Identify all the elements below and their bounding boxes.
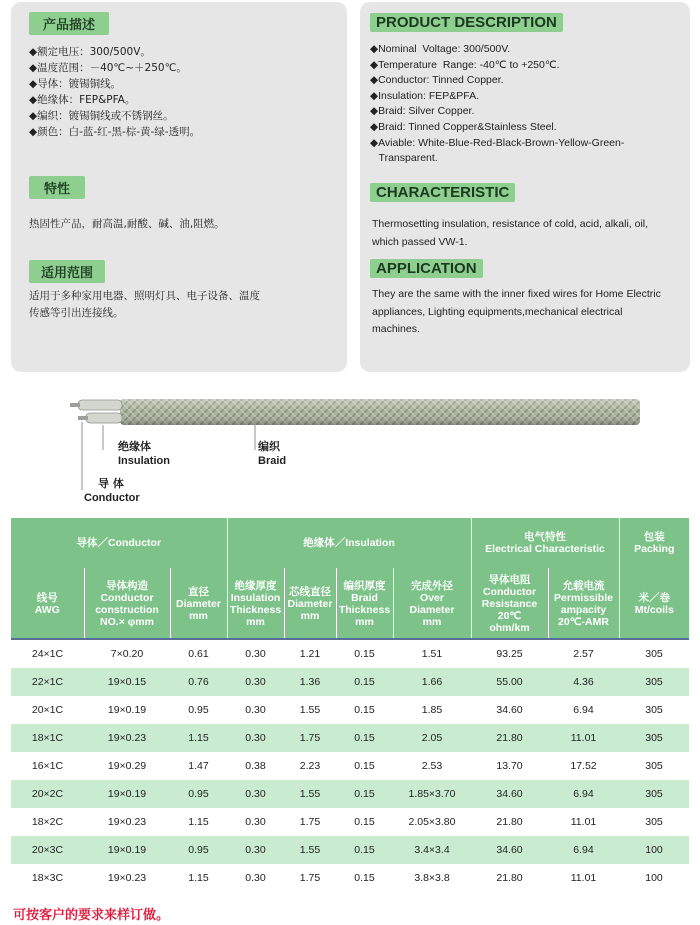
description-item: ◆额定电压：300/500V。: [29, 46, 151, 58]
table-cell: 305: [645, 648, 663, 660]
table-cell: 0.76: [170, 668, 227, 696]
table-group-header-row: [11, 518, 689, 568]
table-cell: 1.15: [188, 872, 209, 884]
characteristic-text-cn: 热固性产品，耐高温,耐酸、碱、油,阻燃。: [29, 218, 225, 230]
column-header: 完成外径 Over Diameter mm: [393, 568, 471, 640]
label-insulation-en: Insulation: [118, 455, 170, 467]
application-line: 适用于多种家用电器、照明灯具、电子设备、温度: [29, 290, 260, 302]
application-line: 传感等引出连接线。: [29, 307, 124, 319]
table-row: [11, 808, 689, 836]
custom-order-note: 可按客户的要求来样订做。: [13, 908, 170, 923]
table-cell: 1.51: [421, 648, 443, 660]
column-header: 直径 Diameter mm: [170, 568, 227, 640]
table-column-header-row: [11, 568, 689, 640]
table-cell: 0.30: [227, 780, 284, 808]
table-cell: 19×0.23: [84, 724, 170, 752]
description-list-en: [370, 42, 624, 167]
description-item: ◆绝缘体：FEP&PFA。: [29, 94, 136, 106]
table-cell: 4.36: [548, 668, 619, 696]
table-cell: 93.25: [496, 648, 523, 660]
column-header: 线号 AWG: [11, 568, 84, 640]
table-cell: 6.94: [548, 780, 619, 808]
table-cell: 3.8×3.8: [414, 872, 450, 884]
table-cell: 305: [645, 704, 663, 716]
label-insulation-cn: 绝缘体: [118, 440, 151, 453]
section-title-description-en: PRODUCT DESCRIPTION: [370, 13, 563, 32]
description-item: ◆导体：镀锡铜线。: [29, 78, 122, 90]
table-cell: 0.30: [245, 872, 266, 884]
table-cell: 0.15: [336, 724, 393, 752]
specification-table: [11, 518, 689, 892]
description-item: ◆温度范围：－40℃~＋250℃。: [29, 62, 187, 74]
table-cell: 11.01: [570, 872, 597, 884]
table-cell: 2.23: [299, 760, 321, 772]
table-cell: 0.30: [245, 704, 266, 716]
table-row: [11, 640, 689, 668]
section-title-application-cn: 适用范围: [29, 260, 105, 283]
table-cell: 34.60: [471, 780, 548, 808]
table-row: [11, 836, 689, 864]
table-cell: 1.66: [393, 668, 471, 696]
table-cell: 0.15: [336, 780, 393, 808]
table-cell: 24×1C: [31, 648, 64, 660]
characteristic-text-en: [372, 216, 648, 251]
group-header-electrical: 电气特性 Electrical Characteristic: [471, 518, 619, 568]
table-cell: 17.52: [570, 760, 597, 772]
product-panel-english: [360, 2, 690, 372]
table-cell: 11.01: [570, 816, 597, 828]
characteristic-line: Thermosetting insulation, resistance of cold, acid, alkali, oil,: [372, 218, 649, 230]
section-title-application-en: APPLICATION: [370, 259, 483, 278]
table-cell: 19×0.19: [84, 836, 170, 864]
table-cell: 55.00: [471, 668, 548, 696]
table-cell: 305: [619, 668, 689, 696]
table-cell: 22×1C: [11, 668, 84, 696]
table-cell: 3.4×3.4: [393, 836, 471, 864]
table-cell: 0.95: [188, 704, 209, 716]
table-cell: 34.60: [471, 836, 548, 864]
column-header: 允载电流 Permissible ampacity 20℃-AMR: [548, 568, 619, 640]
table-cell: 21.80: [496, 816, 523, 828]
group-header-packing: 包装 Packing: [619, 518, 689, 568]
table-cell: 1.36: [284, 668, 336, 696]
column-header: 绝缘厚度 Insulation Thickness mm: [227, 568, 284, 640]
group-header-conductor: 导体／Conductor: [11, 518, 227, 568]
table-cell: 0.15: [354, 704, 375, 716]
table-cell: 34.60: [496, 704, 523, 716]
description-item: ◆Insulation: FEP&PFA.: [370, 89, 480, 102]
group-header-insulation: 绝缘体／Insulation: [227, 518, 471, 568]
column-header: 编织厚度 Braid Thickness mm: [336, 568, 393, 640]
table-cell: 1.15: [170, 724, 227, 752]
description-item: ◆颜色：白-蓝-红-黑-棕-黄-绿-透明。: [29, 126, 201, 138]
table-cell: 16×1C: [31, 760, 64, 772]
table-cell: 19×0.23: [107, 872, 147, 884]
table-cell: 2.53: [421, 760, 443, 772]
table-cell: 0.15: [354, 760, 375, 772]
table-row: [11, 864, 689, 892]
description-item: ◆Braid: Silver Copper.: [370, 105, 475, 118]
table-cell: 1.21: [299, 648, 321, 660]
table-cell: 1.15: [188, 816, 209, 828]
table-cell: 0.15: [336, 668, 393, 696]
column-header: 导体电阻 Conductor Resistance 20℃ ohm/km: [471, 568, 548, 640]
table-cell: 0.38: [245, 760, 266, 772]
table-cell: 19×0.19: [107, 704, 147, 716]
table-cell: 0.30: [227, 836, 284, 864]
description-item: ◆编织：镀锡铜线或不锈钢丝。: [29, 110, 174, 122]
table-cell: 1.75: [299, 872, 321, 884]
table-cell: 19×0.23: [107, 816, 147, 828]
table-cell: 20×2C: [11, 780, 84, 808]
table-cell: 0.15: [336, 836, 393, 864]
application-text-en: [372, 286, 661, 339]
table-row: [11, 780, 689, 808]
table-cell: 0.30: [245, 816, 266, 828]
table-cell: 20×3C: [11, 836, 84, 864]
braid-sheath: [120, 399, 640, 425]
table-cell: 2.57: [573, 648, 594, 660]
column-header: 导体构造 Conductor construction NO.× φmm: [84, 568, 170, 640]
table-cell: 1.75: [299, 816, 321, 828]
description-item: ◆Braid: Tinned Copper&Stainless Steel.: [370, 120, 557, 133]
table-body: [11, 640, 689, 892]
section-title-description-cn: 产品描述: [29, 12, 109, 35]
table-cell: 19×0.29: [107, 760, 147, 772]
table-cell: 7×0.20: [110, 648, 144, 660]
label-braid: [258, 440, 286, 468]
table-cell: 1.55: [299, 704, 321, 716]
table-cell: 18×3C: [31, 872, 64, 884]
table-cell: 0.30: [227, 668, 284, 696]
application-line: machines.: [372, 323, 420, 335]
table-cell: 2.05: [393, 724, 471, 752]
table-cell: 0.15: [354, 872, 375, 884]
table-row: [11, 724, 689, 752]
table-cell: 305: [645, 760, 663, 772]
description-item: Transparent.: [370, 152, 438, 165]
table-cell: 19×0.19: [84, 780, 170, 808]
table-cell: 18×2C: [31, 816, 64, 828]
table-cell: 21.80: [471, 724, 548, 752]
table-cell: 0.30: [227, 724, 284, 752]
table-cell: 13.70: [496, 760, 523, 772]
table-cell: 2.05×3.80: [408, 816, 456, 828]
table-cell: 1.75: [284, 724, 336, 752]
label-conductor: [84, 477, 140, 505]
description-item: ◆Temperature Range: -40℃ to +250℃.: [370, 58, 560, 71]
table-cell: 0.61: [188, 648, 209, 660]
table-cell: 0.95: [170, 780, 227, 808]
table-cell: 19×0.15: [84, 668, 170, 696]
label-braid-en: Braid: [258, 455, 287, 467]
characteristic-line: which passed VW-1.: [372, 235, 468, 248]
label-conductor-en: Conductor: [84, 492, 140, 504]
table-cell: 21.80: [496, 872, 523, 884]
table-cell: 1.55: [284, 780, 336, 808]
table-cell: 1.85: [421, 704, 443, 716]
table-cell: 11.01: [548, 724, 619, 752]
label-insulation: [118, 440, 170, 468]
table-cell: 305: [619, 724, 689, 752]
product-panel-chinese: [11, 2, 347, 372]
table-cell: 6.94: [548, 836, 619, 864]
table-cell: 0.95: [170, 836, 227, 864]
table-cell: 100: [619, 836, 689, 864]
section-title-characteristic-cn: 特性: [29, 176, 85, 199]
table-cell: 6.94: [573, 704, 594, 716]
table-cell: 305: [645, 816, 663, 828]
table-cell: 0.30: [245, 648, 266, 660]
table-cell: 1.55: [284, 836, 336, 864]
header-divider: [11, 638, 689, 640]
label-braid-cn: 编织: [258, 440, 280, 453]
application-text-cn: [29, 288, 260, 322]
description-item: ◆Conductor: Tinned Copper.: [370, 74, 504, 87]
table-cell: 305: [619, 780, 689, 808]
table-cell: 1.47: [188, 760, 209, 772]
table-cell: 0.15: [354, 816, 375, 828]
column-header: 米／卷 Mt/coils: [619, 568, 689, 640]
table-cell: 100: [645, 872, 663, 884]
table-row: [11, 668, 689, 696]
table-cell: 0.15: [354, 648, 375, 660]
table-cell: 18×1C: [11, 724, 84, 752]
application-line: appliances, Lighting equipments,mechanical electrical: [372, 305, 623, 318]
description-item: ◆Nominal Voltage: 300/500V.: [370, 43, 511, 55]
description-item: ◆Aviable: White-Blue-Red-Black-Brown-Yellow-Green-: [370, 136, 625, 149]
label-conductor-cn: 导 体: [98, 477, 124, 490]
table-cell: 1.85×3.70: [393, 780, 471, 808]
column-header: 芯线直径 Diameter mm: [284, 568, 336, 640]
application-line: They are the same with the inner fixed wires for Home Electric: [372, 288, 661, 300]
table-cell: 20×1C: [31, 704, 64, 716]
section-title-characteristic-en: CHARACTERISTIC: [370, 183, 515, 202]
description-list-cn: [29, 44, 200, 140]
table-row: [11, 696, 689, 724]
table-row: [11, 752, 689, 780]
